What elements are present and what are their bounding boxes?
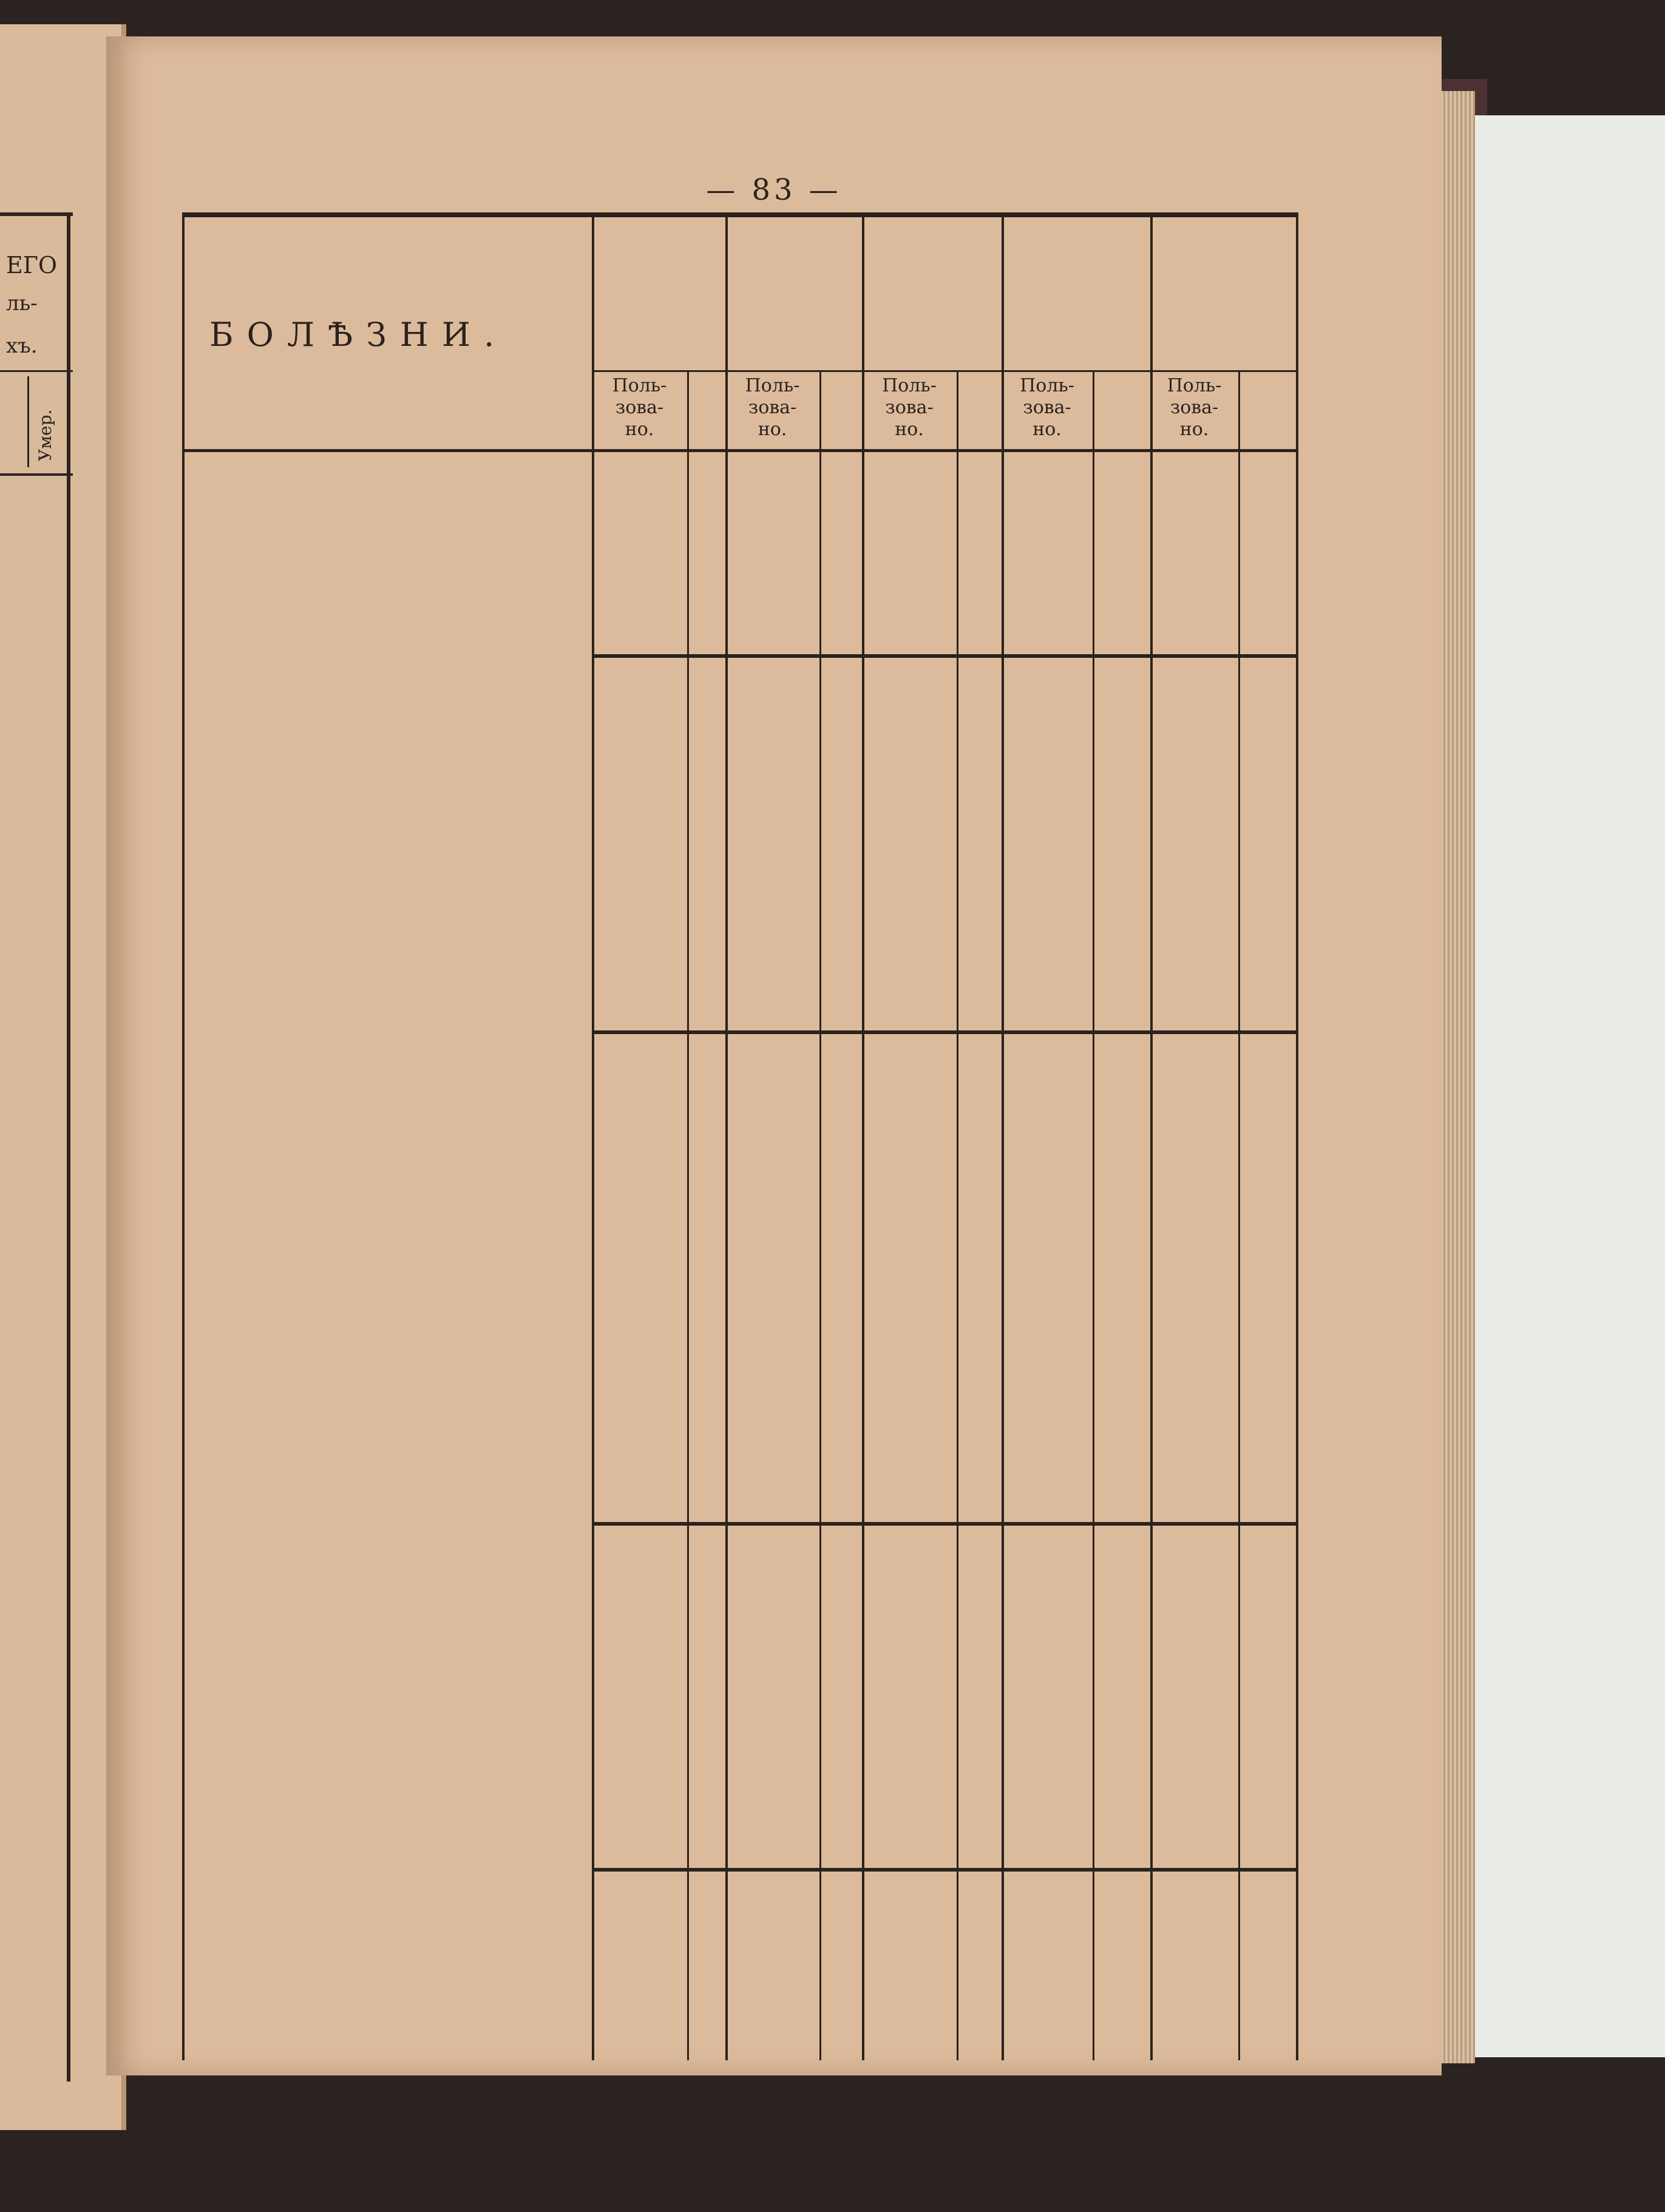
subheader-used-line: Поль- — [1167, 375, 1222, 396]
subheader-used-line: зова- — [1170, 397, 1219, 418]
table-header-rule — [182, 449, 1296, 452]
total-rule — [592, 654, 1296, 658]
page-number: — 83 — — [706, 173, 842, 207]
subheader-used-line: но. — [895, 419, 924, 440]
total-rule — [592, 1030, 1296, 1034]
left-fragment-text-1: ЕГО — [6, 252, 58, 279]
subheader-used-line: Поль- — [745, 375, 800, 396]
subheader-used-line: Поль- — [882, 375, 937, 396]
column-divider — [1150, 212, 1153, 2060]
table-title: БОЛѢЗНИ. — [209, 316, 508, 354]
subheader-used-line: зова- — [1023, 397, 1071, 418]
column-divider — [1296, 212, 1298, 2060]
subheader-used-line: Поль- — [1020, 375, 1074, 396]
left-fragment-umer: Умер. — [35, 409, 55, 461]
umer-divider — [819, 370, 821, 2060]
table-top-rule — [182, 212, 1296, 217]
total-rule — [592, 1522, 1296, 1526]
umer-divider — [1238, 370, 1240, 2060]
column-divider — [725, 212, 728, 2060]
left-fragment-text-3: хъ. — [6, 334, 38, 358]
column-divider — [1002, 212, 1004, 2060]
subheader-used-line: но. — [625, 419, 654, 440]
subheader-used-line: но. — [1179, 419, 1209, 440]
subheader-used-line: зова- — [748, 397, 797, 418]
left-fragment-text-2: ль- — [6, 291, 38, 316]
column-divider — [592, 212, 594, 2060]
subheader-used-line: зова- — [885, 397, 934, 418]
table-subheader-rule — [592, 370, 1296, 372]
column-divider — [862, 212, 864, 2060]
table-left-border — [182, 212, 185, 2060]
umer-divider — [1093, 370, 1094, 2060]
subheader-used-line: но. — [1033, 419, 1062, 440]
subheader-used-line: зова- — [615, 397, 664, 418]
subheader-used-line: Поль- — [612, 375, 667, 396]
umer-divider — [687, 370, 689, 2060]
total-rule — [592, 1868, 1296, 1872]
umer-divider — [957, 370, 958, 2060]
subheader-used-line: но. — [758, 419, 787, 440]
